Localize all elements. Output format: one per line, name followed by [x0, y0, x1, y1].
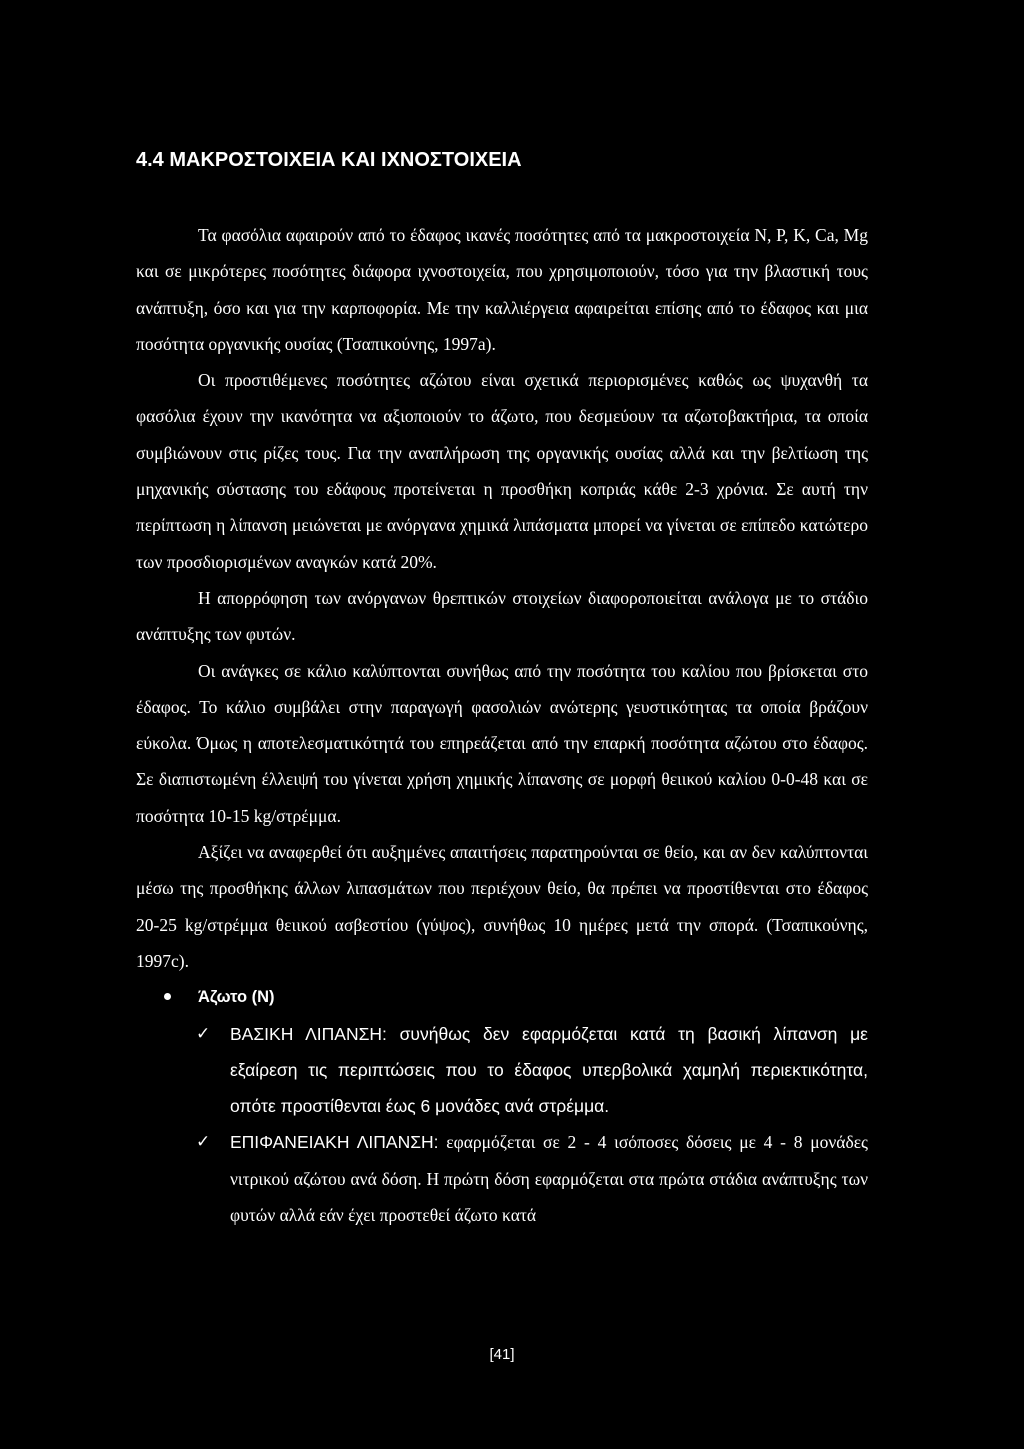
paragraph-sulfur: Αξίζει να αναφερθεί ότι αυξημένες απαιτήσεις παρατηρούνται σε θείο, και αν δεν καλύπτονται μέσω της προσθήκης άλλων λιπασμάτων που περιέχουν θείο, θα πρέπει να προστίθενται στο έδαφος 20-25 kg/στρέμμα θειικού ασβεστίου (γύψος), συνήθως 10 ημέρες μετά την σπορά. (Τσαπικούνης, 1997c).: [136, 842, 868, 971]
check-item-lead: ΒΑΣΙΚΗ ΛΙΠΑΝΣΗ:: [230, 1023, 387, 1044]
page-number: [41]: [489, 1346, 515, 1363]
checkmark-icon: ✓: [196, 1132, 211, 1153]
section-heading: 4.4 ΜΑΚΡΟΣΤΟΙΧΕΙΑ ΚΑΙ ΙΧΝΟΣΤΟΙΧΕΙΑ: [136, 149, 522, 171]
check-item-text: εφαρμόζεται σε 2 - 4 ισόποσες δόσεις με 4 - 8 μονάδες νιτρικού αζώτου ανά δόση. Η πρώτη δόση εφαρμόζεται στα πρώτα στάδια ανάπτυξης των φυτών αλλά εάν έχει προστεθεί άζωτο κατά: [230, 1132, 868, 1226]
bullet-dot-icon: [164, 993, 171, 1000]
check-item-surface-fertilization: [136, 1124, 868, 1233]
bullet-nitrogen-title: Άζωτο (Ν): [198, 988, 275, 1007]
paragraph-nitrogen-additions: Οι προστιθέμενες ποσότητες αζώτου είναι σχετικά περιορισμένες καθώς ως ψυχανθή τα φασόλια έχουν την ικανότητα να αξιοποιούν το άζωτο, που δεσμεύουν τα αζωτοβακτήρια, τα οποία συμβιώνουν στις ρίζες τους. Για την αναπλήρωση της οργανικής ουσίας αλλά και την βελτίωση της μηχανικής σύστασης του εδάφους προτείνεται η προσθήκη κοπριάς κάθε 2-3 χρόνια. Σε αυτή την περίπτωση η λίπανση μειώνεται με ανόργανα χημικά λιπάσματα μπορεί να γίνεται σε επίπεδο κατώτερο των προσδιορισμένων αναγκών κατά 20%.: [136, 370, 868, 572]
paragraph-macronutrients: Τα φασόλια αφαιρούν από το έδαφος ικανές ποσότητες από τα μακροστοιχεία Ν, Ρ, Κ, Ca, Mg και σε μικρότερες ποσότητες διάφορα ιχνοστοιχεία, που χρησιμοποιούν, τόσο για την βλαστική τους ανάπτυξη, όσο και για την καρποφορία. Με την καλλιέργεια αφαιρείται επίσης από το έδαφος και μια ποσότητα οργανικής ουσίας (Τσαπικούνης, 1997a).: [136, 225, 868, 354]
checkmark-icon: ✓: [196, 1023, 211, 1044]
check-item-lead: ΕΠΙΦΑΝΕΙΑΚΗ ΛΙΠΑΝΣΗ:: [230, 1132, 439, 1153]
bullet-nitrogen: [136, 979, 868, 1015]
check-item-text: συνήθως δεν εφαρμόζεται κατά τη βασική λίπανση με εξαίρεση τις περιπτώσεις που το έδαφος υπερβολικά χαμηλή περιεκτικότητα, οπότε προστίθενται έως 6 μονάδες ανά στρέμμα.: [230, 1023, 868, 1117]
check-item-basic-fertilization: [136, 1016, 868, 1125]
body-text: [136, 217, 868, 1233]
paragraph-absorption: Η απορρόφηση των ανόργανων θρεπτικών στοιχείων διαφοροποιείται ανάλογα με το στάδιο ανάπτυξης των φυτών.: [136, 587, 868, 645]
paragraph-potassium: Οι ανάγκες σε κάλιο καλύπτονται συνήθως από την ποσότητα του καλίου που βρίσκεται στο έδαφος. Το κάλιο συμβάλει στην παραγωγή φασολιών ανώτερης γευστικότητας τα οποία βράζουν εύκολα. Όμως η αποτελεσματικότητά του επηρεάζεται από την επαρκή ποσότητα αζώτου στο έδαφος. Σε διαπιστωμένη έλλειψή του γίνεται χρήση χημικής λίπανσης σε μορφή θειικού καλίου 0-0-48 και σε ποσότητα 10-15 kg/στρέμμα.: [136, 660, 868, 826]
